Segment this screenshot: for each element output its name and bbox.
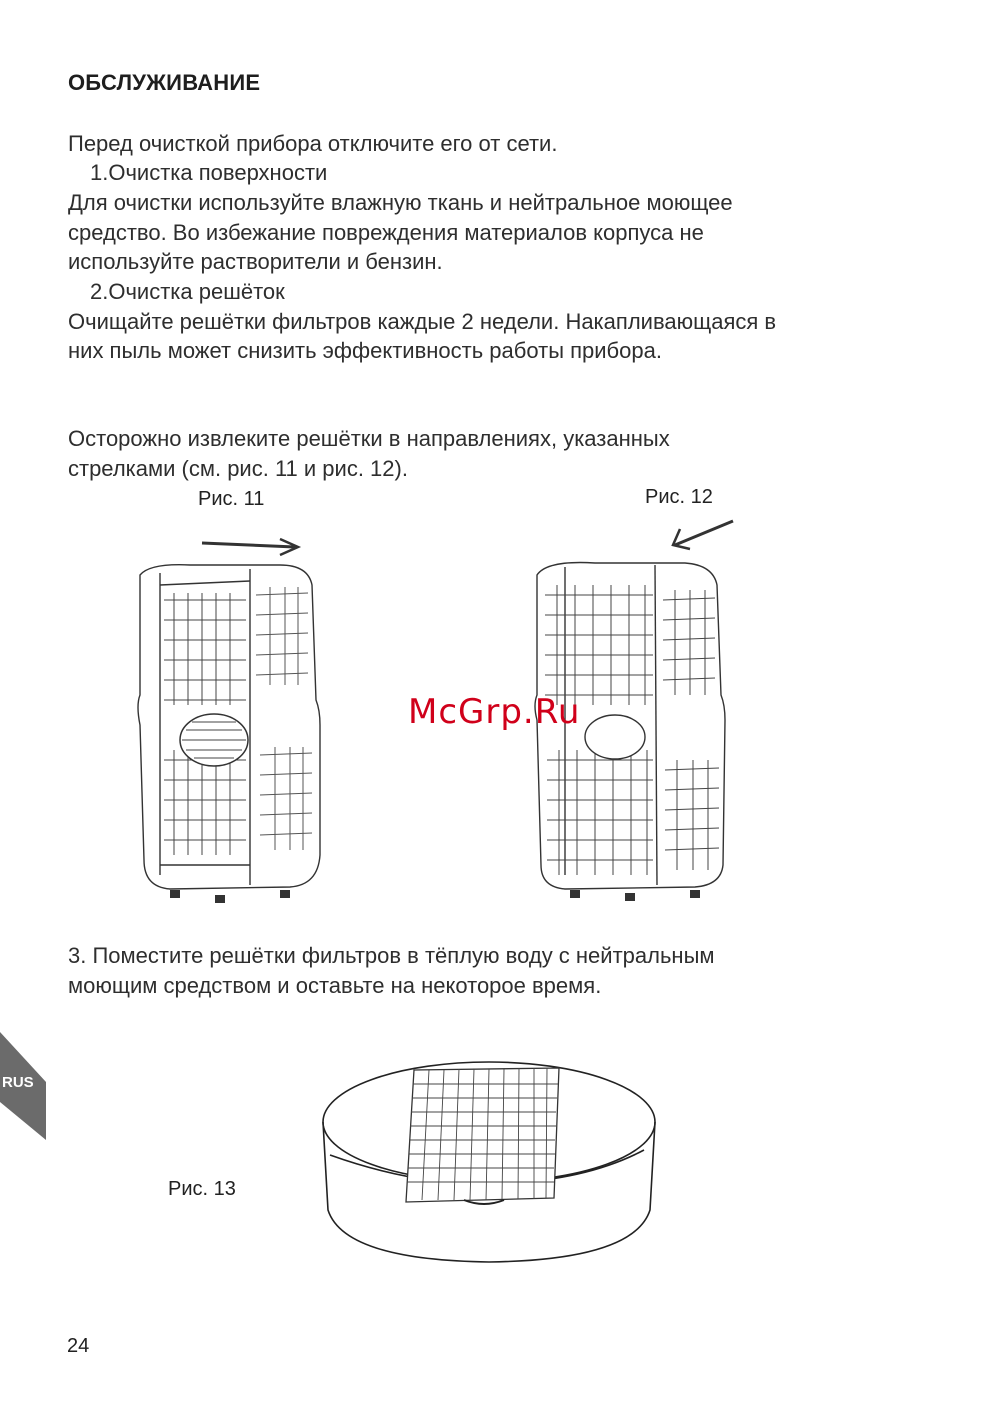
language-tab-label: RUS [2, 1074, 34, 1091]
fig13-caption: Рис. 13 [168, 1178, 236, 1200]
step3-line: 3. Поместите решётки фильтров в тёплую воду с нейтральным [68, 943, 715, 968]
step1-line: Для очистки используйте влажную ткань и нейтральное моющее [68, 190, 733, 215]
language-tab [0, 1032, 46, 1140]
remove-line: Осторожно извлеките решётки в направлениях, указанных [68, 426, 670, 451]
step2-line: них пыль может снизить эффективность работы прибора. [68, 338, 662, 363]
step1-title: 1.Очистка поверхности [90, 160, 328, 185]
step1-line: средство. Во избежание повреждения материалов корпуса не [68, 220, 704, 245]
intro-text: Перед очисткой прибора отключите его от сети. [68, 131, 558, 156]
page-number: 24 [67, 1335, 90, 1357]
remove-line: стрелками (см. рис. 11 и рис. 12). [68, 456, 408, 481]
fig11-unit-illustration [130, 525, 330, 920]
step3-line: моющим средством и оставьте на некоторое время. [68, 973, 602, 998]
fig13-basin-illustration [314, 1050, 664, 1270]
fig11-caption: Рис. 11 [198, 488, 265, 510]
step1-line: используйте растворители и бензин. [68, 249, 443, 274]
step2-title: 2.Очистка решёток [90, 279, 285, 304]
page-title: ОБСЛУЖИВАНИЕ [68, 70, 261, 95]
step2-line: Очищайте решётки фильтров каждые 2 недели. Накапливающаяся в [68, 309, 777, 334]
watermark-text: McGrp.Ru [408, 692, 581, 732]
fig12-caption: Рис. 12 [645, 486, 713, 508]
